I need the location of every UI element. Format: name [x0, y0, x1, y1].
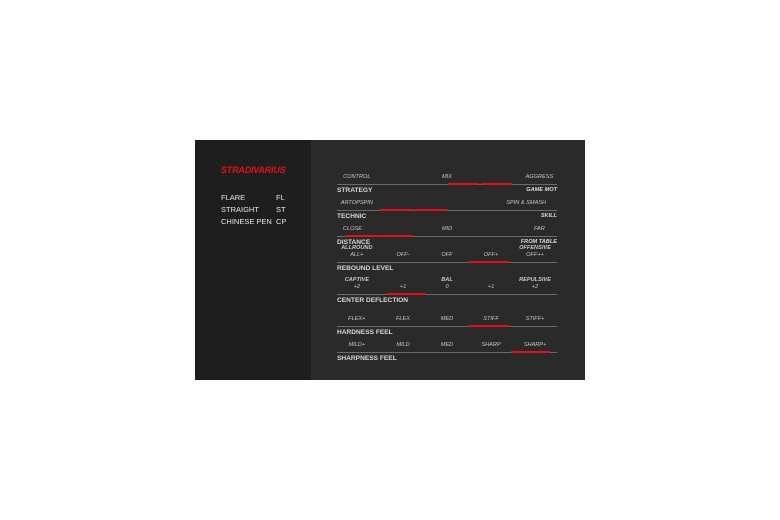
scale-label: SHARP+ [523, 342, 547, 348]
scale-label: MIX [442, 174, 452, 180]
scale-labels [337, 217, 557, 235]
rating-bar [387, 293, 427, 295]
rating-scale [337, 325, 557, 328]
scale-labels [337, 333, 557, 351]
scale-label: OFF++ [526, 252, 544, 258]
rating-bar [346, 235, 379, 237]
rating-bar [415, 209, 447, 211]
handle-name: STRAIGHT [221, 204, 259, 214]
section-title: CENTER DEFLECTION [337, 297, 409, 304]
scale-label: MED [440, 342, 454, 348]
section-title: HARDNESS FEEL [337, 329, 393, 336]
section-title: STRATEGY [337, 187, 373, 194]
scale-label: CONTROL [343, 174, 371, 180]
scale-label: ARTOPSPIN [340, 200, 373, 206]
rating-scale [337, 209, 557, 212]
scale-label: OFF [441, 252, 453, 258]
scale-labels [337, 307, 557, 325]
scale-label: +1 [399, 284, 407, 290]
section-title: SHARPNESS FEEL [337, 355, 397, 362]
scale-label: STIFF [483, 316, 499, 322]
handle-code: ST [276, 204, 286, 214]
handle-row [221, 191, 286, 203]
handle-name: CHINESE PEN [221, 216, 272, 226]
scale-label: STIFF+ [525, 316, 545, 322]
rating-section-1 [337, 191, 557, 220]
rating-section-2 [337, 217, 557, 246]
scale-labels [337, 275, 557, 293]
rating-section-4 [337, 275, 557, 304]
scale-label: FLEX+ [348, 316, 366, 322]
section-title: DISTANCE [337, 239, 371, 246]
scale-top-label: REPULSIVE [519, 277, 551, 283]
handle-code: CP [276, 216, 287, 226]
scale-labels [337, 243, 557, 261]
scale-label: +2 [353, 284, 360, 290]
scale-top-label: BAL [441, 277, 453, 283]
section-subtitle: GAME MOT [526, 187, 557, 193]
scale-line [337, 262, 557, 263]
rating-scale [337, 351, 557, 354]
rating-scale [337, 293, 557, 296]
scale-label: MED [440, 316, 454, 322]
rating-section-6 [337, 333, 557, 362]
rating-bar [469, 325, 509, 327]
section-subtitle: FROM TABLE [520, 239, 557, 245]
scale-line [337, 294, 557, 295]
scale-labels [337, 191, 557, 209]
left-sidebar [195, 140, 311, 380]
handle-row [221, 203, 286, 215]
section-title: TECHNIC [337, 213, 367, 220]
rating-scale [337, 261, 557, 264]
scale-label: SPIN & SMASH [506, 200, 547, 206]
section-subtitle: SKILL [540, 213, 557, 219]
scale-label: CLOSE [342, 226, 362, 232]
rating-section-5 [337, 307, 557, 336]
scale-label: SHARP [481, 342, 501, 348]
scale-line [337, 184, 557, 185]
scale-label: OFF+ [483, 252, 499, 258]
scale-label: MID [441, 226, 453, 232]
rating-bar [448, 183, 479, 185]
rating-section-0 [337, 165, 557, 194]
scale-labels [337, 165, 557, 183]
product-spec-panel [195, 140, 585, 380]
scale-label: 0 [445, 284, 449, 290]
handle-row [221, 215, 286, 227]
scale-label: +2 [531, 284, 539, 290]
rating-scale [337, 235, 557, 238]
product-name: STRADIVARIUS [221, 165, 286, 175]
rating-bar [481, 183, 512, 185]
rating-bar [380, 235, 413, 237]
rating-bar [380, 209, 413, 211]
scale-top-label: CAPTIVE [344, 277, 369, 283]
scale-top-label: ALLROUND [341, 245, 373, 251]
rating-section-3 [337, 243, 557, 272]
scale-label: MILD+ [348, 342, 366, 348]
handle-code: FL [276, 192, 285, 202]
handle-name: FLARE [221, 192, 246, 202]
scale-label: +1 [487, 284, 495, 290]
scale-label: FLEX [396, 316, 410, 322]
scale-label: MILD [396, 342, 410, 348]
rating-bar [469, 261, 509, 263]
rating-scale [337, 183, 557, 186]
handle-list [221, 191, 286, 227]
section-title: REBOUND LEVEL [337, 265, 394, 272]
scale-top-label: OFFENSIVE [519, 245, 551, 251]
scale-label: OFF- [396, 252, 410, 258]
scale-label: AGGRESS [525, 174, 554, 180]
scale-label: FAR [534, 226, 545, 232]
spec-ratings [311, 140, 585, 380]
scale-line [337, 326, 557, 327]
scale-label: ALL+ [350, 252, 364, 258]
scale-line [337, 210, 557, 211]
rating-bar [511, 351, 551, 353]
